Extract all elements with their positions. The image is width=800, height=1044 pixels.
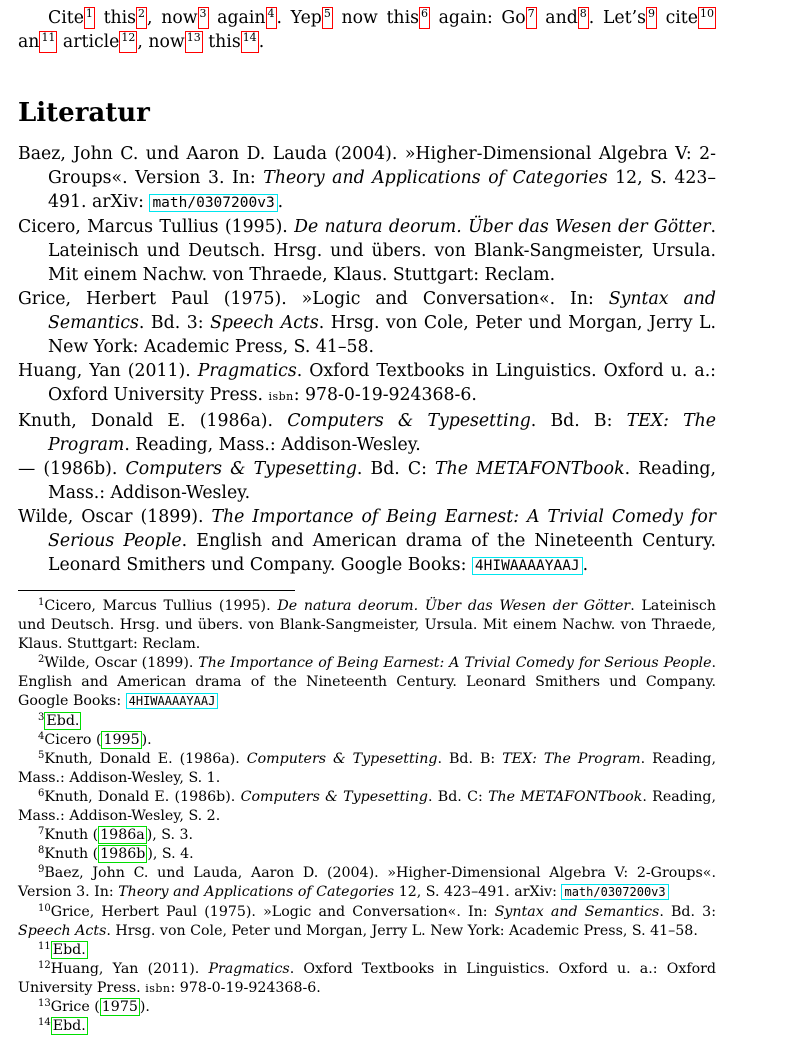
footnote-link[interactable]: 10 (698, 7, 716, 29)
text-run: an (18, 32, 40, 52)
footnote-link[interactable]: 13 (185, 31, 203, 53)
bib-entry-huang: Huang, Yan (2011). Pragmatics. Oxford Textbooks in Linguistics. Oxford u. a.: Oxford University Press. isbn: 978-0-19-924368-6. (18, 361, 717, 405)
text-run: . (258, 32, 265, 52)
cite-link[interactable]: 1986b (100, 846, 146, 863)
footnote: $^3$ Ebd. (38, 711, 80, 729)
bib-entry-cicero: Cicero, Marcus Tullius (1995). De natura deorum. Über das Wesen der Götter. Lateinisch und Deutsch. Hrsg. und übers. von Blank-Sangmeister, Ursula. Mit einem Nachw. von Thraede, Klaus. Stuttgart: Reclam. (18, 217, 717, 285)
footnote: $^5$Knuth, Donald E. (1986a). Computers & Typesetting. Bd. B: TEX: The Program. Reading, Mass.: Addison-Wesley, S. 1. (18, 749, 716, 786)
cite-link[interactable]: Ebd. (52, 1018, 86, 1035)
footnote-rule (18, 590, 295, 591)
footnote-link[interactable]: 4 (266, 7, 277, 29)
footnote-link[interactable]: 1 (84, 7, 95, 29)
arxiv-link[interactable]: math/0307200v3 (561, 884, 668, 900)
footnote: $^6$Knuth, Donald E. (1986b). Computers & Typesetting. Bd. C: The METAFONTbook. Reading, Mass.: Addison-Wesley, S. 2. (18, 787, 717, 825)
footnote-link[interactable]: 11 (39, 31, 57, 53)
footnotes (18, 597, 716, 1036)
text-run: , now (137, 32, 185, 52)
bib-entry-baez: Baez, John C. und Aaron D. Lauda (2004). »Higher-Dimensional Algebra V: 2-Groups«. Version 3. In: Theory and Applications of Categories 12, S. 423–491. arXiv: math/0307200v3 . (18, 144, 717, 212)
text-run: now this (332, 8, 419, 28)
footnote-link[interactable]: 7 (526, 7, 537, 29)
text-run: article (57, 32, 120, 52)
footnote: $^{13}$Grice ( 1975 ). (38, 997, 150, 1015)
footnote-link[interactable]: 8 (578, 7, 589, 29)
footnote: $^2$Wilde, Oscar (1899). The Importance of Being Earnest: A Trivial Comedy for Serious People. English and American drama of the Nineteenth Century. Leonard Smithers und Company. Google Books: 4HIWAAAAYAAJ (18, 654, 716, 710)
footnote-link[interactable]: 14 (241, 31, 259, 53)
footnote: $^{12}$Huang, Yan (2011). Pragmatics. Oxford Textbooks in Linguistics. Oxford u. a.: Oxford University Press. isbn: 978-0-19-924368-6. (18, 959, 716, 996)
body-paragraph (18, 6, 716, 54)
footnote: $^9$Baez, John C. und Lauda, Aaron D. (2004). »Higher-Dimensional Algebra V: 2-Groups«. Version 3. In: Theory and Applications of Categories 12, S. 423–491. arXiv: math/0307200v3 (18, 864, 716, 901)
bib-entry-knuth-b: — (1986b). Computers & Typesetting. Bd. C: The METAFONTbook. Reading, Mass.: Addison-Wesley. (18, 459, 716, 503)
google-books-link[interactable]: 4HIWAAAAYAAJ (126, 693, 219, 709)
text-run: . Let’s (588, 8, 646, 28)
bib-entry-knuth-a: Knuth, Donald E. (1986a). Computers & Typesetting. Bd. B: TEX: The Program. Reading, Mass.: Addison-Wesley. (18, 411, 716, 455)
text-run: and (536, 8, 578, 28)
footnote-link[interactable]: 5 (322, 7, 333, 29)
cite-link[interactable]: Ebd. (46, 712, 80, 729)
cite-link[interactable]: 1975 (101, 998, 138, 1015)
footnote: $^{10}$Grice, Herbert Paul (1975). »Logic and Conversation«. In: Syntax and Semantics. Bd. 3: Speech Acts. Hrsg. von Cole, Peter und Morgan, Jerry L. New York: Academic Press, S. 41–58. (18, 902, 716, 939)
footnote-link[interactable]: 3 (198, 7, 209, 29)
bibliography (18, 142, 716, 578)
footnote: $^4$Cicero ( 1995 ). (38, 730, 152, 748)
cite-link[interactable]: Ebd. (52, 941, 86, 958)
text-run: again (208, 8, 266, 28)
arxiv-link[interactable]: math/0307200v3 (149, 194, 277, 212)
footnote-link[interactable]: 6 (419, 7, 430, 29)
text-run: again: Go (429, 8, 526, 28)
footnote: $^{11}$ Ebd. (38, 940, 86, 958)
footnote: $^7$Knuth ( 1986a ), S. 3. (38, 826, 194, 844)
text-run: this (202, 32, 241, 52)
text-run: Cite (48, 8, 84, 28)
footnote-link[interactable]: 2 (136, 7, 147, 29)
bib-entry-grice: Grice, Herbert Paul (1975). »Logic and Conversation«. In: Syntax and Semantics. Bd. 3: Speech Acts. Hrsg. von Cole, Peter und Morgan, Jerry L. New York: Academic Press, S. 41–58. (18, 289, 716, 357)
footnote: $^{14}$ Ebd. (38, 1017, 86, 1035)
cite-link[interactable]: 1986a (100, 827, 145, 844)
text-run: , now (147, 8, 198, 28)
footnote: $^1$Cicero, Marcus Tullius (1995). De natura deorum. Über das Wesen der Götter. Lateinisch und Deutsch. Hrsg. und übers. von Blank-Sangmeister, Ursula. Mit einem Nachw. von Thraede, Klaus. Stuttgart: Reclam. (18, 597, 716, 653)
footnote-link[interactable]: 12 (119, 31, 137, 53)
bib-entry-wilde: Wilde, Oscar (1899). The Importance of Being Earnest: A Trivial Comedy for Serious People. English and American drama of the Nineteenth Century. Leonard Smithers und Company. Google Books: 4HIWAAAAYAAJ . (18, 507, 716, 575)
footnote-link[interactable]: 9 (646, 7, 657, 29)
footnote: $^8$Knuth ( 1986b ), S. 4. (38, 845, 194, 863)
google-books-link[interactable]: 4HIWAAAAYAAJ (472, 557, 583, 575)
text-run: . Yep (276, 8, 322, 28)
document-page (18, 6, 716, 1036)
cite-link[interactable]: 1995 (103, 731, 140, 748)
text-run: cite (656, 8, 698, 28)
bibliography-heading: Literatur (18, 98, 150, 128)
text-run: this (94, 8, 137, 28)
